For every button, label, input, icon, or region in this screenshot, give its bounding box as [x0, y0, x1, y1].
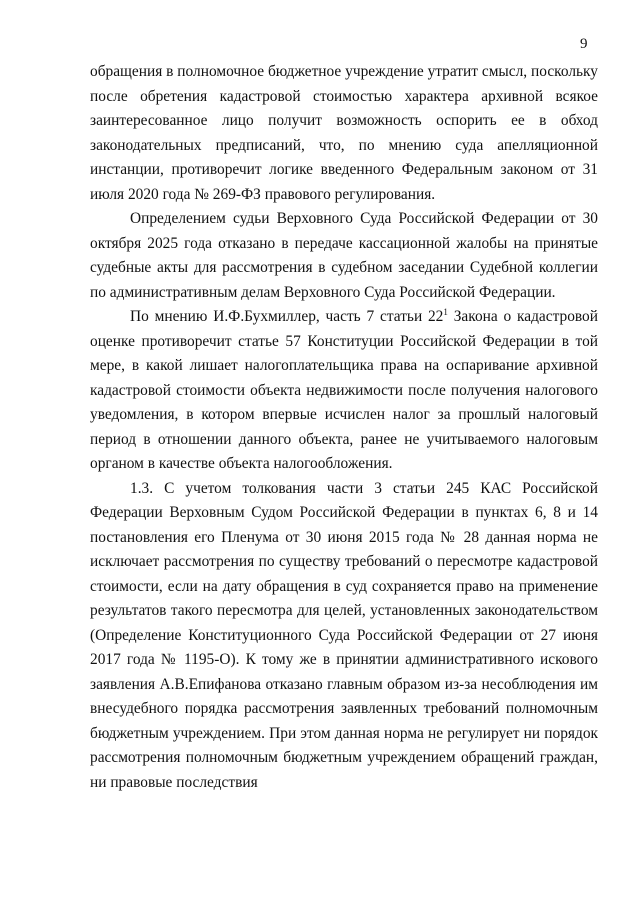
article-superscript: 1 — [443, 306, 448, 317]
paragraph-section-1-3: 1.3. С учетом толкования части 3 статьи 245 КАС Российской Федерации Верховным Судом Российской Федерации в пунктах 6, 8 и 14 постановления его Пленума от 30 июня 2015 года № 28 данная норма не исключает рассмотрения по существу требований о пересмотре кадастровой стоимости, если на дату обращения в суд сохраняется право на применение результатов такого пересмотра для целей, установленных законодательством (Определение Конституционного Суда Российской Федерации от 27 июня 2017 года № 1195-О). К тому же в принятии административного искового заявления А.В.Епифанова отказано главным образом из-за несоблюдения им внесудебного порядка рассмотрения заявленных требований полномочным бюджетным учреждением. При этом данная норма не регулирует ни порядок рассмотрения полномочным бюджетным учреждением обращений граждан, ни правовые последствия — [90, 479, 598, 791]
paragraph-supreme-court-ruling: Определением судьи Верховного Суда Российской Федерации от 30 октября 2025 года отказано в передаче кассационной жалобы на принятые судебные акты для рассмотрения в судебном заседании Судебной коллегии по административным делам Верховного Суда Российской Федерации. — [90, 210, 598, 301]
paragraph-text-before-superscript: По мнению И.Ф.Бухмиллер, часть 7 статьи 22 — [130, 308, 444, 325]
paragraph-bukhmiller-opinion — [90, 305, 598, 477]
page-number: 9 — [580, 36, 588, 52]
paragraph-text-after-superscript: Закона о кадастровой оценке противоречит статье 57 Конституции Российской Федерации в той мере, в какой лишает налогоплательщика права на оспаривание архивной кадастровой стоимости объекта недвижимости после получения налогового уведомления, в котором впервые исчислен налог за прошлый налоговый период в отношении данного объекта, ранее не учитываемого налоговым органом в качестве объекта налогообложения. — [90, 308, 598, 472]
paragraph-continuation: обращения в полномочное бюджетное учреждение утратит смысл, поскольку после обретения кадастровой стоимостью характера архивной всякое заинтересованное лицо получит возможность оспорить ее в обход законодательных предписаний, что, по мнению суда апелляционной инстанции, противоречит логике введенного Федеральным законом от 31 июля 2020 года № 269-ФЗ правового регулирования. — [90, 63, 598, 203]
document-body — [90, 60, 598, 795]
